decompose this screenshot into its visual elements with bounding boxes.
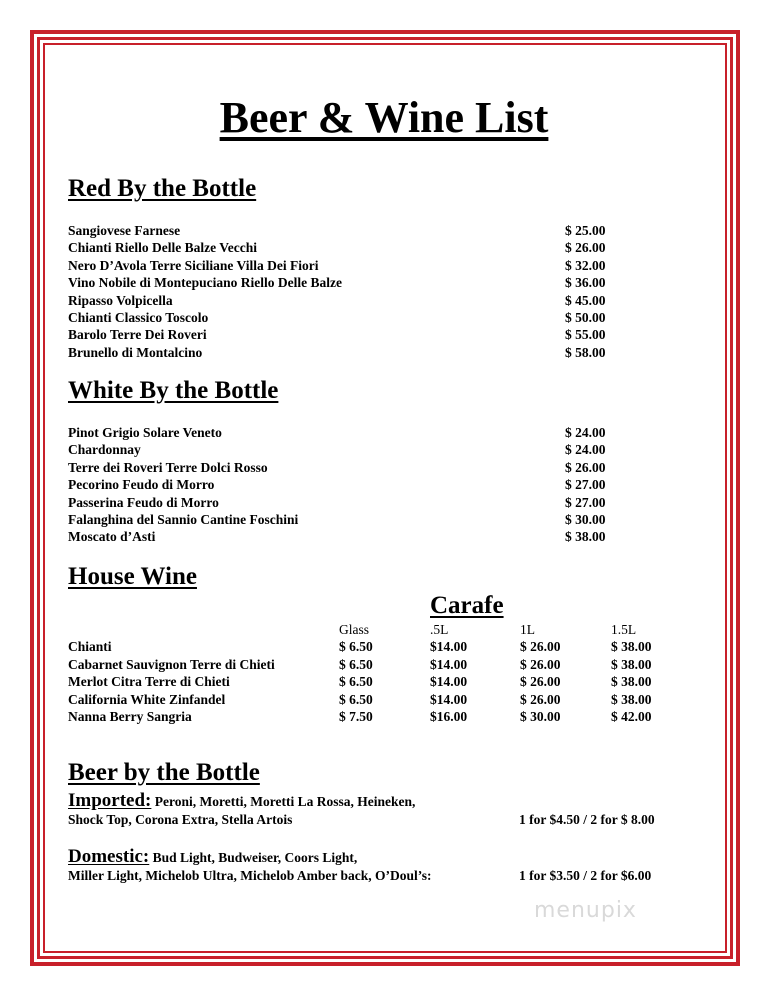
domestic-price: 1 for $3.50 / 2 for $6.00	[519, 868, 652, 883]
domestic-label: Domestic:	[68, 846, 150, 867]
list-item: Barolo Terre Dei Roveri $ 55.00	[68, 327, 606, 343]
table-row: Cabarnet Sauvignon Terre di Chieti $ 6.50 $14.00 $ 26.00 $ 38.00	[68, 656, 652, 672]
house-wine-table	[68, 621, 688, 725]
list-item: Moscato d’Asti $ 38.00	[68, 529, 606, 545]
beer-heading: Beer by the Bottle	[68, 759, 260, 786]
list-item: Passerina Feudo di Morro $ 27.00	[68, 494, 606, 510]
house-heading: House Wine	[68, 563, 197, 590]
table-row: Chianti $ 6.50 $14.00 $ 26.00 $ 38.00	[68, 639, 652, 655]
domestic-beer	[68, 847, 688, 885]
domestic-brands-line2: Miller Light, Michelob Ultra, Michelob Amber back, O’Doul’s:	[68, 868, 432, 883]
table-header: Glass .5L 1L 1.5L	[339, 622, 637, 637]
list-item: Chianti Riello Delle Balze Vecchi $ 26.00	[68, 240, 606, 256]
list-item: Sangiovese Farnese $ 25.00	[68, 223, 606, 238]
list-item: Pinot Grigio Solare Veneto $ 24.00	[68, 425, 606, 440]
table-row: Nanna Berry Sangria $ 7.50 $16.00 $ 30.00 $ 42.00	[68, 708, 652, 724]
list-item: Chianti Classico Toscolo $ 50.00	[68, 309, 606, 325]
list-item: Pecorino Feudo di Morro $ 27.00	[68, 477, 606, 493]
imported-brands-line1: Peroni, Moretti, Moretti La Rossa, Heineken,	[154, 794, 416, 809]
watermark: menupix	[534, 898, 637, 923]
red-list	[68, 222, 628, 361]
list-item: Vino Nobile di Montepuciano Riello Delle Balze $ 36.00	[68, 275, 606, 291]
imported-brands-line2: Shock Top, Corona Extra, Stella Artois	[68, 812, 293, 827]
list-item: Chardonnay $ 24.00	[68, 442, 606, 458]
list-item: Nero D’Avola Terre Siciliane Villa Dei Fiori $ 32.00	[68, 257, 606, 273]
domestic-brands-line1: Bud Light, Budweiser, Coors Light,	[152, 850, 358, 865]
list-item: Ripasso Volpicella $ 45.00	[68, 292, 606, 308]
list-item: Falanghina del Sannio Cantine Foschini $ 30.00	[68, 511, 606, 527]
page-title: Beer & Wine List	[219, 93, 549, 142]
red-heading: Red By the Bottle	[68, 175, 257, 202]
imported-price: 1 for $4.50 / 2 for $ 8.00	[519, 812, 655, 827]
imported-label: Imported:	[68, 790, 152, 811]
list-item: Terre dei Roveri Terre Dolci Rosso $ 26.00	[68, 459, 606, 475]
table-row: Merlot Citra Terre di Chieti $ 6.50 $14.00 $ 26.00 $ 38.00	[68, 674, 652, 690]
table-row: California White Zinfandel $ 6.50 $14.00 $ 26.00 $ 38.00	[68, 691, 652, 707]
carafe-heading: Carafe	[430, 592, 504, 619]
white-heading: White By the Bottle	[68, 377, 279, 404]
imported-beer	[68, 791, 688, 829]
white-list	[68, 424, 628, 546]
list-item: Brunello di Montalcino $ 58.00	[68, 344, 606, 360]
